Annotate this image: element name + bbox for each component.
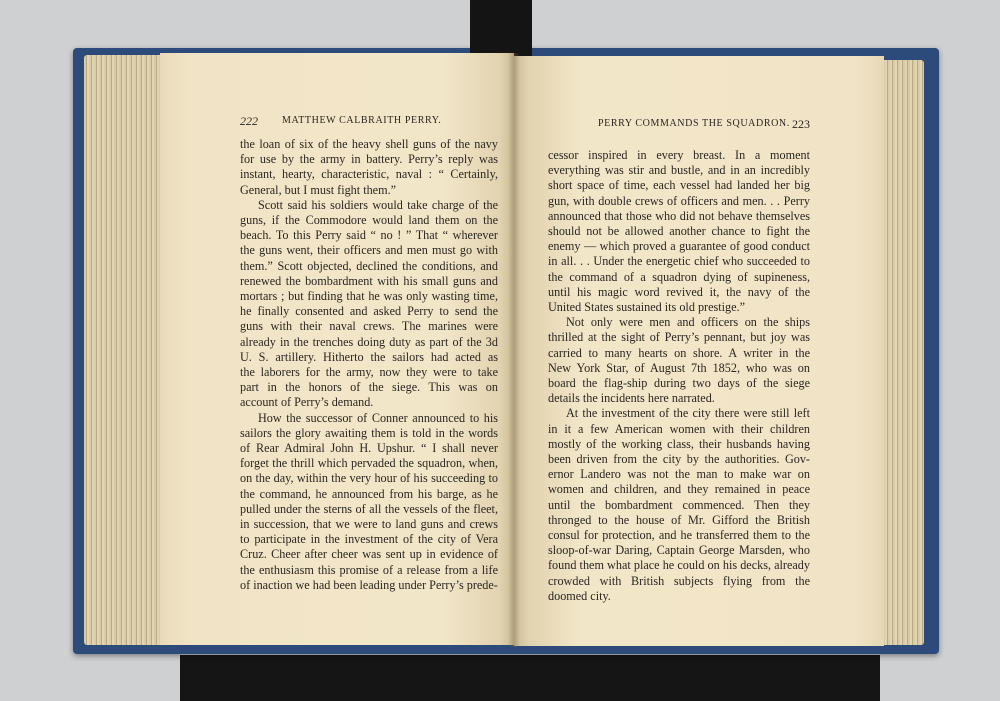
text-line: How the successor of Conner announced to his xyxy=(258,410,498,425)
text-line: board the flag-ship during two days of the siege xyxy=(548,376,810,391)
text-line: carried to many hearts on shore. A writer in the xyxy=(548,345,810,360)
text-line: New York Star, of August 7th 1852, who was on xyxy=(548,360,810,375)
page-number: 223 xyxy=(792,117,810,131)
text-line: beach. To this Perry said “ no ! ” That “ wherever xyxy=(240,228,498,243)
text-line: account of Perry’s demand. xyxy=(240,395,374,410)
text-line: doomed city. xyxy=(548,588,611,603)
running-head: MATTHEW CALBRAITH PERRY. xyxy=(282,115,442,126)
text-line: pulled under the sterns of all the vessels of the fleet, xyxy=(240,501,498,516)
right-page xyxy=(514,56,884,646)
text-line: the command, he announced from his barge, as he xyxy=(240,486,498,501)
text-line: in all. . . Under the energetic chief who succeeded to xyxy=(548,254,810,269)
right-page-edges xyxy=(880,60,924,645)
text-line: the enthusiasm this promise of a release from a life xyxy=(240,562,498,577)
paragraph xyxy=(548,406,810,604)
text-line: cessor inspired in every breast. In a moment xyxy=(548,148,810,162)
text-line: mortars ; but finding that he was only wasting time, xyxy=(240,289,498,304)
paragraph xyxy=(240,198,498,411)
text-line: guns with their naval crews. The marines were xyxy=(240,319,498,334)
text-line: the loan of six of the heavy shell guns of the navy xyxy=(240,137,498,151)
text-line: for use by the army in battery. Perry’s reply was xyxy=(240,152,498,167)
page-number: 222 xyxy=(240,114,258,128)
text-line: gun, with double crews of officers and men. . . Perry xyxy=(548,193,810,208)
text-line: Scott said his soldiers would take charge of the xyxy=(258,197,498,212)
text-line: consul for protection, and he transferred them to the xyxy=(548,528,810,543)
left-page-edges xyxy=(84,55,168,645)
text-line: the guns went, their officers and men must go with xyxy=(240,243,498,258)
text-line: already in the trenches doing duty as part of the 3d xyxy=(240,334,498,349)
text-line: thronged to the house of Mr. Gifford the British xyxy=(548,512,810,527)
page-text xyxy=(548,148,810,604)
text-line: of inaction we had been leading under Perry’s prede- xyxy=(240,577,498,592)
text-line: Cruz. Cheer after cheer was sent up in evidence of xyxy=(240,547,498,562)
paragraph xyxy=(240,137,498,198)
text-line: he finally consented and asked Perry to send the xyxy=(240,304,498,319)
paragraph xyxy=(548,315,810,406)
page-text xyxy=(240,137,498,593)
paragraph xyxy=(240,411,498,593)
text-line: forget the thrill which pervaded the squadron, when, xyxy=(240,456,498,471)
text-line: announced that those who did not behave themselves xyxy=(548,208,810,223)
text-line: short space of time, each vessel had landed her big xyxy=(548,178,810,193)
text-line: sloop-of-war Daring, Captain George Marsden, who xyxy=(548,543,810,558)
text-line: thrilled at the sight of Perry’s pennant, but joy was xyxy=(548,330,810,345)
text-line: guns, if the Commodore would land them on the xyxy=(240,213,498,228)
paragraph xyxy=(548,148,810,315)
text-line: the command of a squadron dying of supineness, xyxy=(548,269,810,284)
text-line: renewed the bombardment with his small guns and xyxy=(240,273,498,288)
text-line: of Rear Admiral John H. Upshur. “ I shall never xyxy=(240,441,498,456)
text-line: part in the honors of the siege. This was on xyxy=(240,380,498,395)
text-line: on the day, within the very hour of his succeeding to xyxy=(240,471,498,486)
text-line: until his magic word revived it, the navy of the xyxy=(548,284,810,299)
text-line: until the bombardment commenced. Then they xyxy=(548,497,810,512)
book-gutter xyxy=(508,53,520,647)
text-line: enemy — which proved a guarantee of good conduct xyxy=(548,239,810,254)
text-line: instant, hearty, characteristic, naval : “ Certainly, xyxy=(240,167,498,182)
text-line: the laborers for the army, now they were to take xyxy=(240,365,498,380)
text-line: U. S. artillery. Hitherto the sailors had acted as xyxy=(240,349,498,364)
text-line: General, but I must fight them.” xyxy=(240,182,397,197)
running-head: PERRY COMMANDS THE SQUADRON. xyxy=(598,118,790,129)
text-line: United States sustained its old prestige.” xyxy=(548,300,745,315)
text-line: mostly of the working class, their husbands having xyxy=(548,436,810,451)
text-line: crowded with British subjects flying from the xyxy=(548,573,810,588)
text-line: in it a few American women with their children xyxy=(548,421,810,436)
text-line: Not only were men and officers on the ships xyxy=(566,315,810,330)
text-line: everything was stir and bustle, and in an incredibly xyxy=(548,163,810,178)
text-line: to participate in the investment of the city of Vera xyxy=(240,532,498,547)
text-line: details the incidents here narrated. xyxy=(548,391,715,406)
text-line: should not be allowed another chance to fight the xyxy=(548,224,810,239)
text-line: ernor Landero was not the man to make war on xyxy=(548,467,810,482)
text-line: in succession, that we were to land guns and crews xyxy=(240,517,498,532)
text-line: found them what place he could on his decks, already xyxy=(548,558,810,573)
text-line: women and children, and they remained in peace xyxy=(548,482,810,497)
text-line: them.” Scott objected, declined the conditions, and xyxy=(240,258,498,273)
text-line: been driven from the city by the authorities. Gov- xyxy=(548,452,810,467)
left-page xyxy=(160,53,514,645)
table-shadow xyxy=(180,655,880,701)
text-line: sailors the glory awaiting them is told in the words xyxy=(240,425,498,440)
text-line: At the investment of the city there were still left xyxy=(566,406,810,421)
